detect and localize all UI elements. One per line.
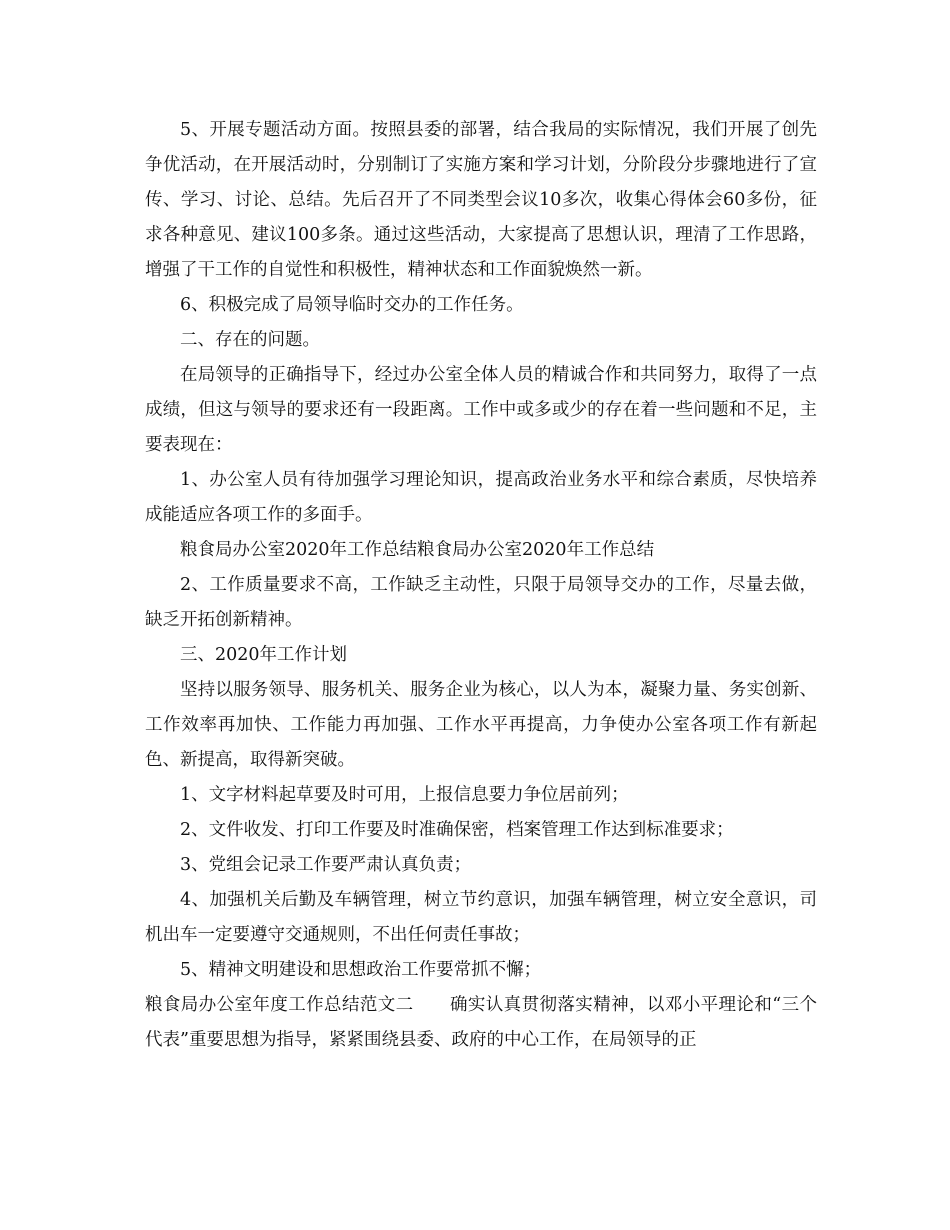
paragraph-problem-1: 1、办公室人员有待加强学习理论知识，提高政治业务水平和综合素质，尽快培养成能适应各项工作的多面手。	[145, 470, 817, 525]
second-article-text: 确实认真贯彻落实精神，以邓小平理论和“三个代表”重要思想为指导，紧紧围绕县委、政府的中心工作，在局领导的正	[145, 995, 817, 1050]
document-body	[145, 113, 817, 1058]
paragraph-repeated-title: 粮食局办公室2020年工作总结粮食局办公室2020年工作总结	[180, 540, 655, 560]
section-heading-problems: 二、存在的问题。	[180, 330, 320, 350]
paragraph-plan-2: 2、文件收发、打印工作要及时准确保密，档案管理工作达到标准要求；	[180, 820, 734, 840]
paragraph-plan-3: 3、党组会记录工作要严肃认真负责；	[180, 855, 472, 875]
paragraph-plan-intro: 坚持以服务领导、服务机关、服务企业为核心，以人为本，凝聚力量、务实创新、工作效率再加快、工作能力再加强、工作水平再提高，力争使办公室各项工作有新起色、新提高，取得新突破。	[145, 680, 817, 770]
paragraph-plan-1: 1、文字材料起草要及时可用，上报信息要力争位居前列；	[180, 785, 629, 805]
paragraph-problems-intro: 在局领导的正确指导下，经过办公室全体人员的精诚合作和共同努力，取得了一点成绩，但这与领导的要求还有一段距离。工作中或多或少的存在着一些问题和不足，主要表现在：	[145, 365, 817, 455]
paragraph-plan-5: 5、精神文明建设和思想政治工作要常抓不懈；	[180, 960, 542, 980]
section-heading-plan: 三、2020年工作计划	[180, 645, 348, 665]
paragraph-plan-4: 4、加强机关后勤及车辆管理，树立节约意识，加强车辆管理，树立安全意识，司机出车一定要遵守交通规则，不出任何责任事故；	[145, 890, 817, 945]
paragraph-second-article	[145, 988, 817, 1058]
paragraph-problem-2: 2、工作质量要求不高，工作缺乏主动性，只限于局领导交办的工作，尽量去做，缺乏开拓创新精神。	[145, 575, 817, 630]
paragraph-temporary-tasks: 6、积极完成了局领导临时交办的工作任务。	[180, 295, 524, 315]
paragraph-special-activities: 5、开展专题活动方面。按照县委的部署，结合我局的实际情况，我们开展了创先争优活动，在开展活动时，分别制订了实施方案和学习计划，分阶段分步骤地进行了宣传、学习、讨论、总结。先后召开了不同类型会议10多次，收集心得体会60多份，征求各种意见、建议100多条。通过这些活动，大家提高了思想认识，理清了工作思路，增强了干工作的自觉性和积极性，精神状态和工作面貌焕然一新。	[145, 120, 817, 280]
second-article-title: 粮食局办公室年度工作总结范文二	[145, 995, 414, 1015]
